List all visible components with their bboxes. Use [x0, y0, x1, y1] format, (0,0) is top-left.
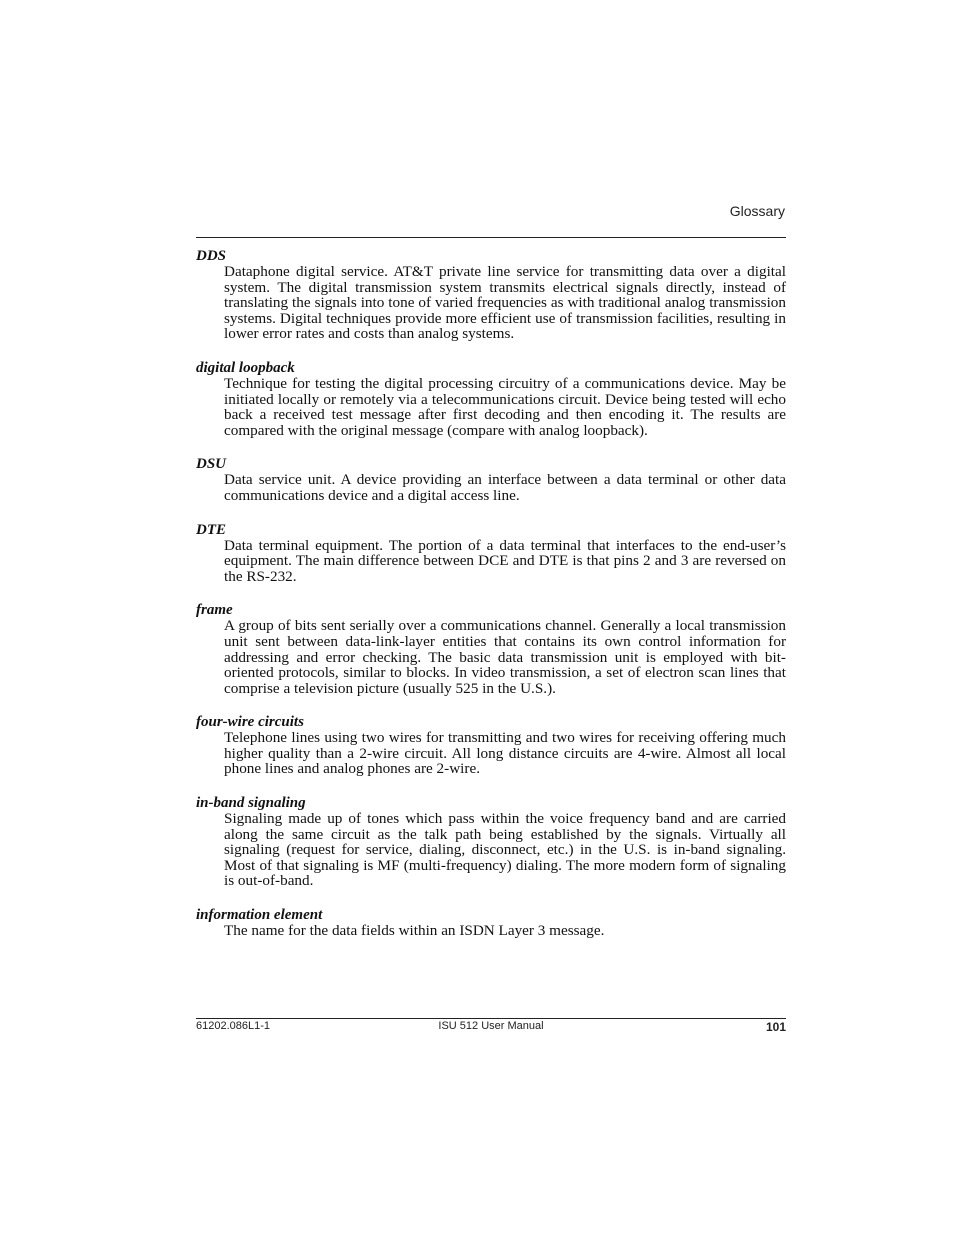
- page-footer: [196, 1020, 786, 1036]
- glossary-term: digital loopback: [196, 359, 295, 376]
- header-rule: [196, 237, 786, 238]
- footer-manual-title: ISU 512 User Manual: [438, 1020, 544, 1032]
- glossary-entry-dds: [196, 248, 786, 342]
- glossary-term: in-band signaling: [196, 795, 306, 812]
- glossary-term: DTE: [196, 521, 226, 538]
- glossary-entry-digital-loopback: [196, 360, 786, 438]
- glossary-entry-dte: [196, 522, 786, 585]
- glossary-entry-four-wire-circuits: [196, 714, 786, 777]
- glossary-entry-information-element: [196, 907, 786, 939]
- glossary-definition: A group of bits sent serially over a communications channel. Generally a local transmission unit sent between data-link-layer entities that contains its own control information for addressing and error checking. The basic data transmission unit is employed with bit-oriented protocols, similar to blocks. In video transmission, a set of electron scan lines that comprise a television picture (usually 525 in the U.S.).: [224, 617, 786, 697]
- glossary-term: DSU: [196, 456, 227, 473]
- glossary-term: four-wire circuits: [196, 714, 304, 731]
- glossary-definition: Signaling made up of tones which pass within the voice frequency band and are carried along the same circuit as the talk path being established by the signals. Virtually all signaling (request for service, dialing, disconnect, etc.) in the U.S. is in-band signaling. Most of that signaling is MF (multi-frequency) dialing. The more modern form of signaling is out-of-band.: [224, 810, 786, 890]
- glossary-term: information element: [196, 907, 323, 924]
- footer-rule: [196, 1018, 786, 1019]
- glossary-definition: Data terminal equipment. The portion of a data terminal that interfaces to the end-user’s equipment. The main difference between DCE and DTE is that pins 2 and 3 are reversed on the RS-232.: [224, 536, 786, 585]
- footer-page-number: 101: [765, 1020, 786, 1034]
- running-header-section-title: Glossary: [729, 203, 785, 219]
- glossary-entry-dsu: [196, 456, 786, 503]
- glossary-entry-in-band-signaling: [196, 795, 786, 889]
- footer-doc-number: 61202.086L1-1: [196, 1020, 271, 1032]
- glossary-term: DDS: [196, 248, 227, 264]
- glossary-term: frame: [196, 602, 233, 619]
- glossary-definition: Dataphone digital service. AT&T private line service for transmitting data over a digital system. The digital transmission system transmits electrical signals directly, instead of translating the signals into tone of varied frequencies as with traditional analog transmission systems. Digital techniques provide more efficient use of transmission facilities, resulting in lower error rates and costs than analog systems.: [224, 263, 786, 343]
- glossary-definition: The name for the data fields within an ISDN Layer 3 message.: [224, 922, 605, 940]
- glossary-definition: Telephone lines using two wires for transmitting and two wires for receiving offering much higher quality than a 2-wire circuit. All long distance circuits are 4-wire. Almost all local phone lines and analog phones are 2-wire.: [224, 729, 786, 778]
- glossary-entry-frame: [196, 602, 786, 696]
- glossary-list: [196, 248, 786, 957]
- glossary-definition: Data service unit. A device providing an interface between a data terminal or other data communications device and a digital access line.: [224, 471, 786, 504]
- glossary-definition: Technique for testing the digital processing circuitry of a communications device. May be initiated locally or remotely via a telecommunications circuit. Device being tested will echo back a received test message after first decoding and then encoding it. The results are compared with the original message (compare with analog loopback).: [224, 374, 786, 439]
